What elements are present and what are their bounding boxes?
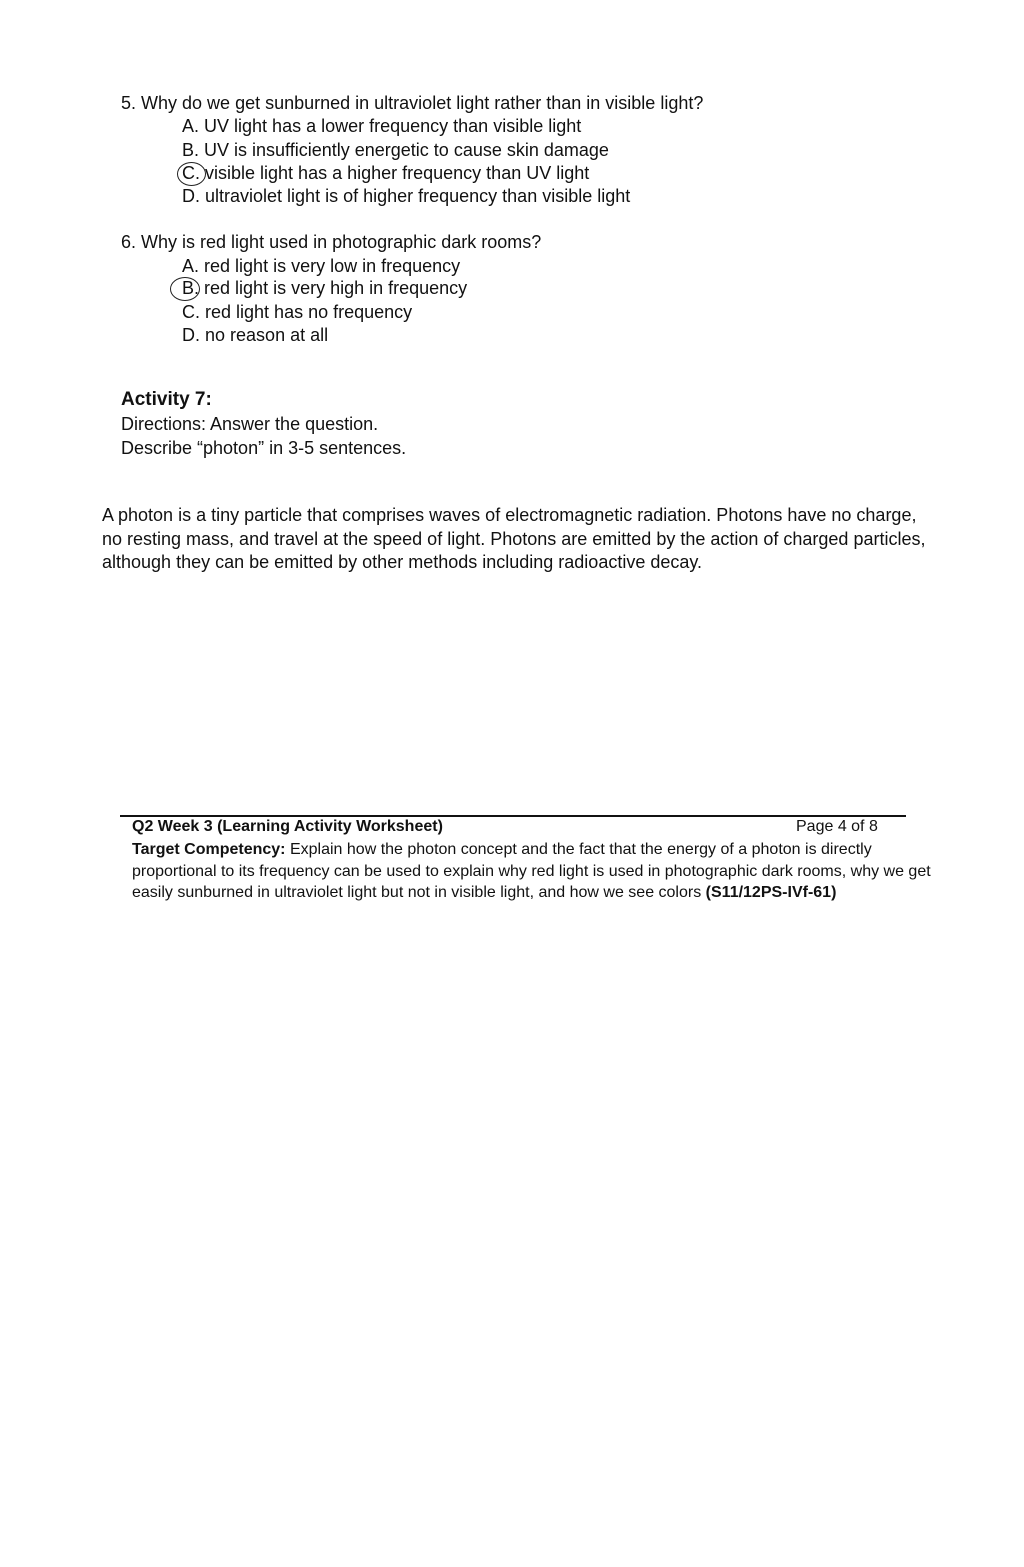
- activity-directions: Directions: Answer the question.: [121, 414, 379, 434]
- competency-label: Target Competency:: [132, 841, 286, 858]
- option-text: UV is insufficiently energetic to cause skin damage: [204, 140, 609, 160]
- option-letter: A.: [182, 256, 200, 276]
- option-letter: D.: [182, 325, 200, 345]
- option-6b: [182, 278, 467, 299]
- option-5c: [182, 163, 589, 184]
- option-text: visible light has a higher frequency than UV light: [205, 163, 590, 183]
- option-5b: [182, 140, 609, 161]
- question-5: [121, 93, 703, 114]
- option-5d: [182, 186, 630, 207]
- footer-divider: [120, 815, 906, 817]
- option-6a: [182, 256, 460, 277]
- competency-text: Explain how the photon concept and the fact that the energy of a photon is directly proportional to its frequency can be used to explain why red light is used in photographic dark rooms, why we get easily sunburned in ultraviolet light but not in visible light, and how we see colors: [132, 841, 931, 901]
- option-text: red light has no frequency: [205, 302, 413, 322]
- page-number: Page 4 of 8: [796, 818, 878, 835]
- competency-code: (S11/12PS-IVf-61): [705, 884, 837, 901]
- option-letter: C.: [182, 302, 200, 322]
- option-text: red light is very low in frequency: [204, 256, 461, 276]
- question-number: 5.: [121, 93, 137, 113]
- question-text: Why is red light used in photographic dark rooms?: [141, 232, 542, 252]
- question-text: Why do we get sunburned in ultraviolet light rather than in visible light?: [141, 93, 704, 113]
- option-text: no reason at all: [205, 325, 329, 345]
- target-competency: [132, 839, 932, 904]
- option-5a: [182, 116, 581, 137]
- option-6d: [182, 325, 328, 346]
- option-letter: B.: [182, 140, 200, 160]
- question-number: 6.: [121, 232, 137, 252]
- answer-paragraph: A photon is a tiny particle that comprises waves of electromagnetic radiation. Photons have no charge, no resting mass, and travel at the speed of light. Photons are emitted by the action of charged particles, although they can be emitted by other methods including radioactive decay.: [102, 505, 926, 572]
- activity-prompt: Describe “photon” in 3-5 sentences.: [121, 438, 407, 458]
- option-letter: C.: [182, 163, 200, 183]
- option-text: red light is very high in frequency: [204, 278, 468, 298]
- option-letter: B.: [182, 278, 200, 298]
- activity-title: Activity 7:: [121, 389, 212, 410]
- option-letter: A.: [182, 116, 200, 136]
- footer-title: Q2 Week 3 (Learning Activity Worksheet): [132, 818, 443, 835]
- option-6c: [182, 302, 412, 323]
- question-6: [121, 232, 541, 253]
- option-text: ultraviolet light is of higher frequency than visible light: [205, 186, 631, 206]
- option-letter: D.: [182, 186, 200, 206]
- option-text: UV light has a lower frequency than visible light: [204, 116, 582, 136]
